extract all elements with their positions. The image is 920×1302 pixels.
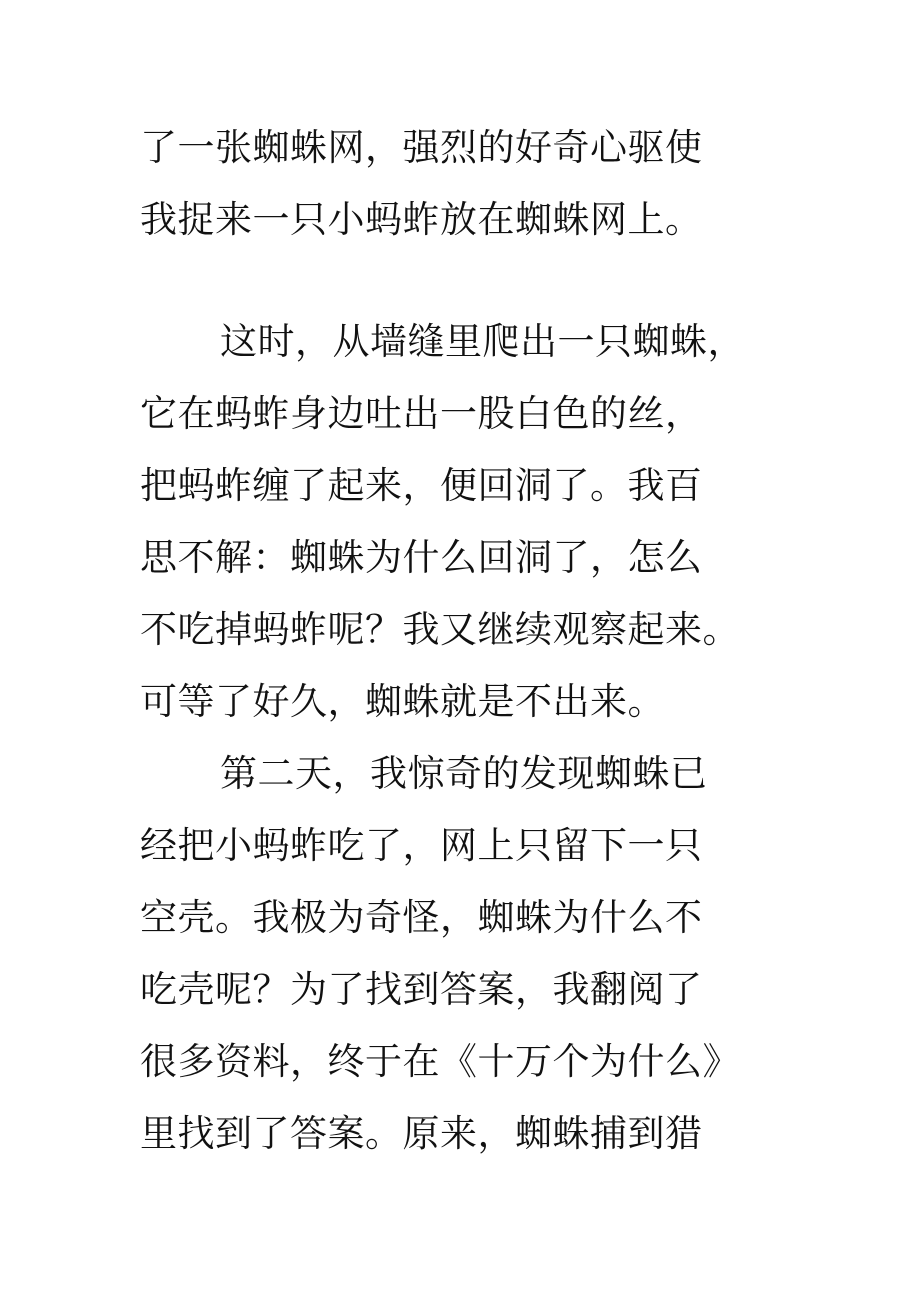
text-line: 了一张蜘蛛网，强烈的好奇心驱使 [140, 126, 703, 169]
paragraph-first-line: 这时，从墙缝里爬出一只蜘蛛， [220, 320, 745, 363]
paragraph-first-line: 第二天，我惊奇的发现蜘蛛已 [220, 752, 708, 795]
text-line: 很多资料，终于在《十万个为什么》 [140, 1040, 740, 1083]
text-line: 里找到了答案。原来，蜘蛛捕到猎 [140, 1112, 703, 1155]
text-line: 经把小蚂蚱吃了，网上只留下一只 [140, 824, 703, 867]
text-line: 不吃掉蚂蚱呢？我又继续观察起来。 [140, 608, 740, 651]
text-line: 我捉来一只小蚂蚱放在蜘蛛网上。 [140, 198, 703, 241]
text-line: 空壳。我极为奇怪，蜘蛛为什么不 [140, 896, 703, 939]
text-line: 吃壳呢？为了找到答案，我翻阅了 [140, 968, 703, 1011]
text-line: 把蚂蚱缠了起来，便回洞了。我百 [140, 464, 703, 507]
text-line: 思不解：蜘蛛为什么回洞了，怎么 [140, 536, 703, 579]
text-line: 它在蚂蚱身边吐出一股白色的丝， [140, 392, 703, 435]
text-line: 可等了好久，蜘蛛就是不出来。 [140, 680, 665, 723]
